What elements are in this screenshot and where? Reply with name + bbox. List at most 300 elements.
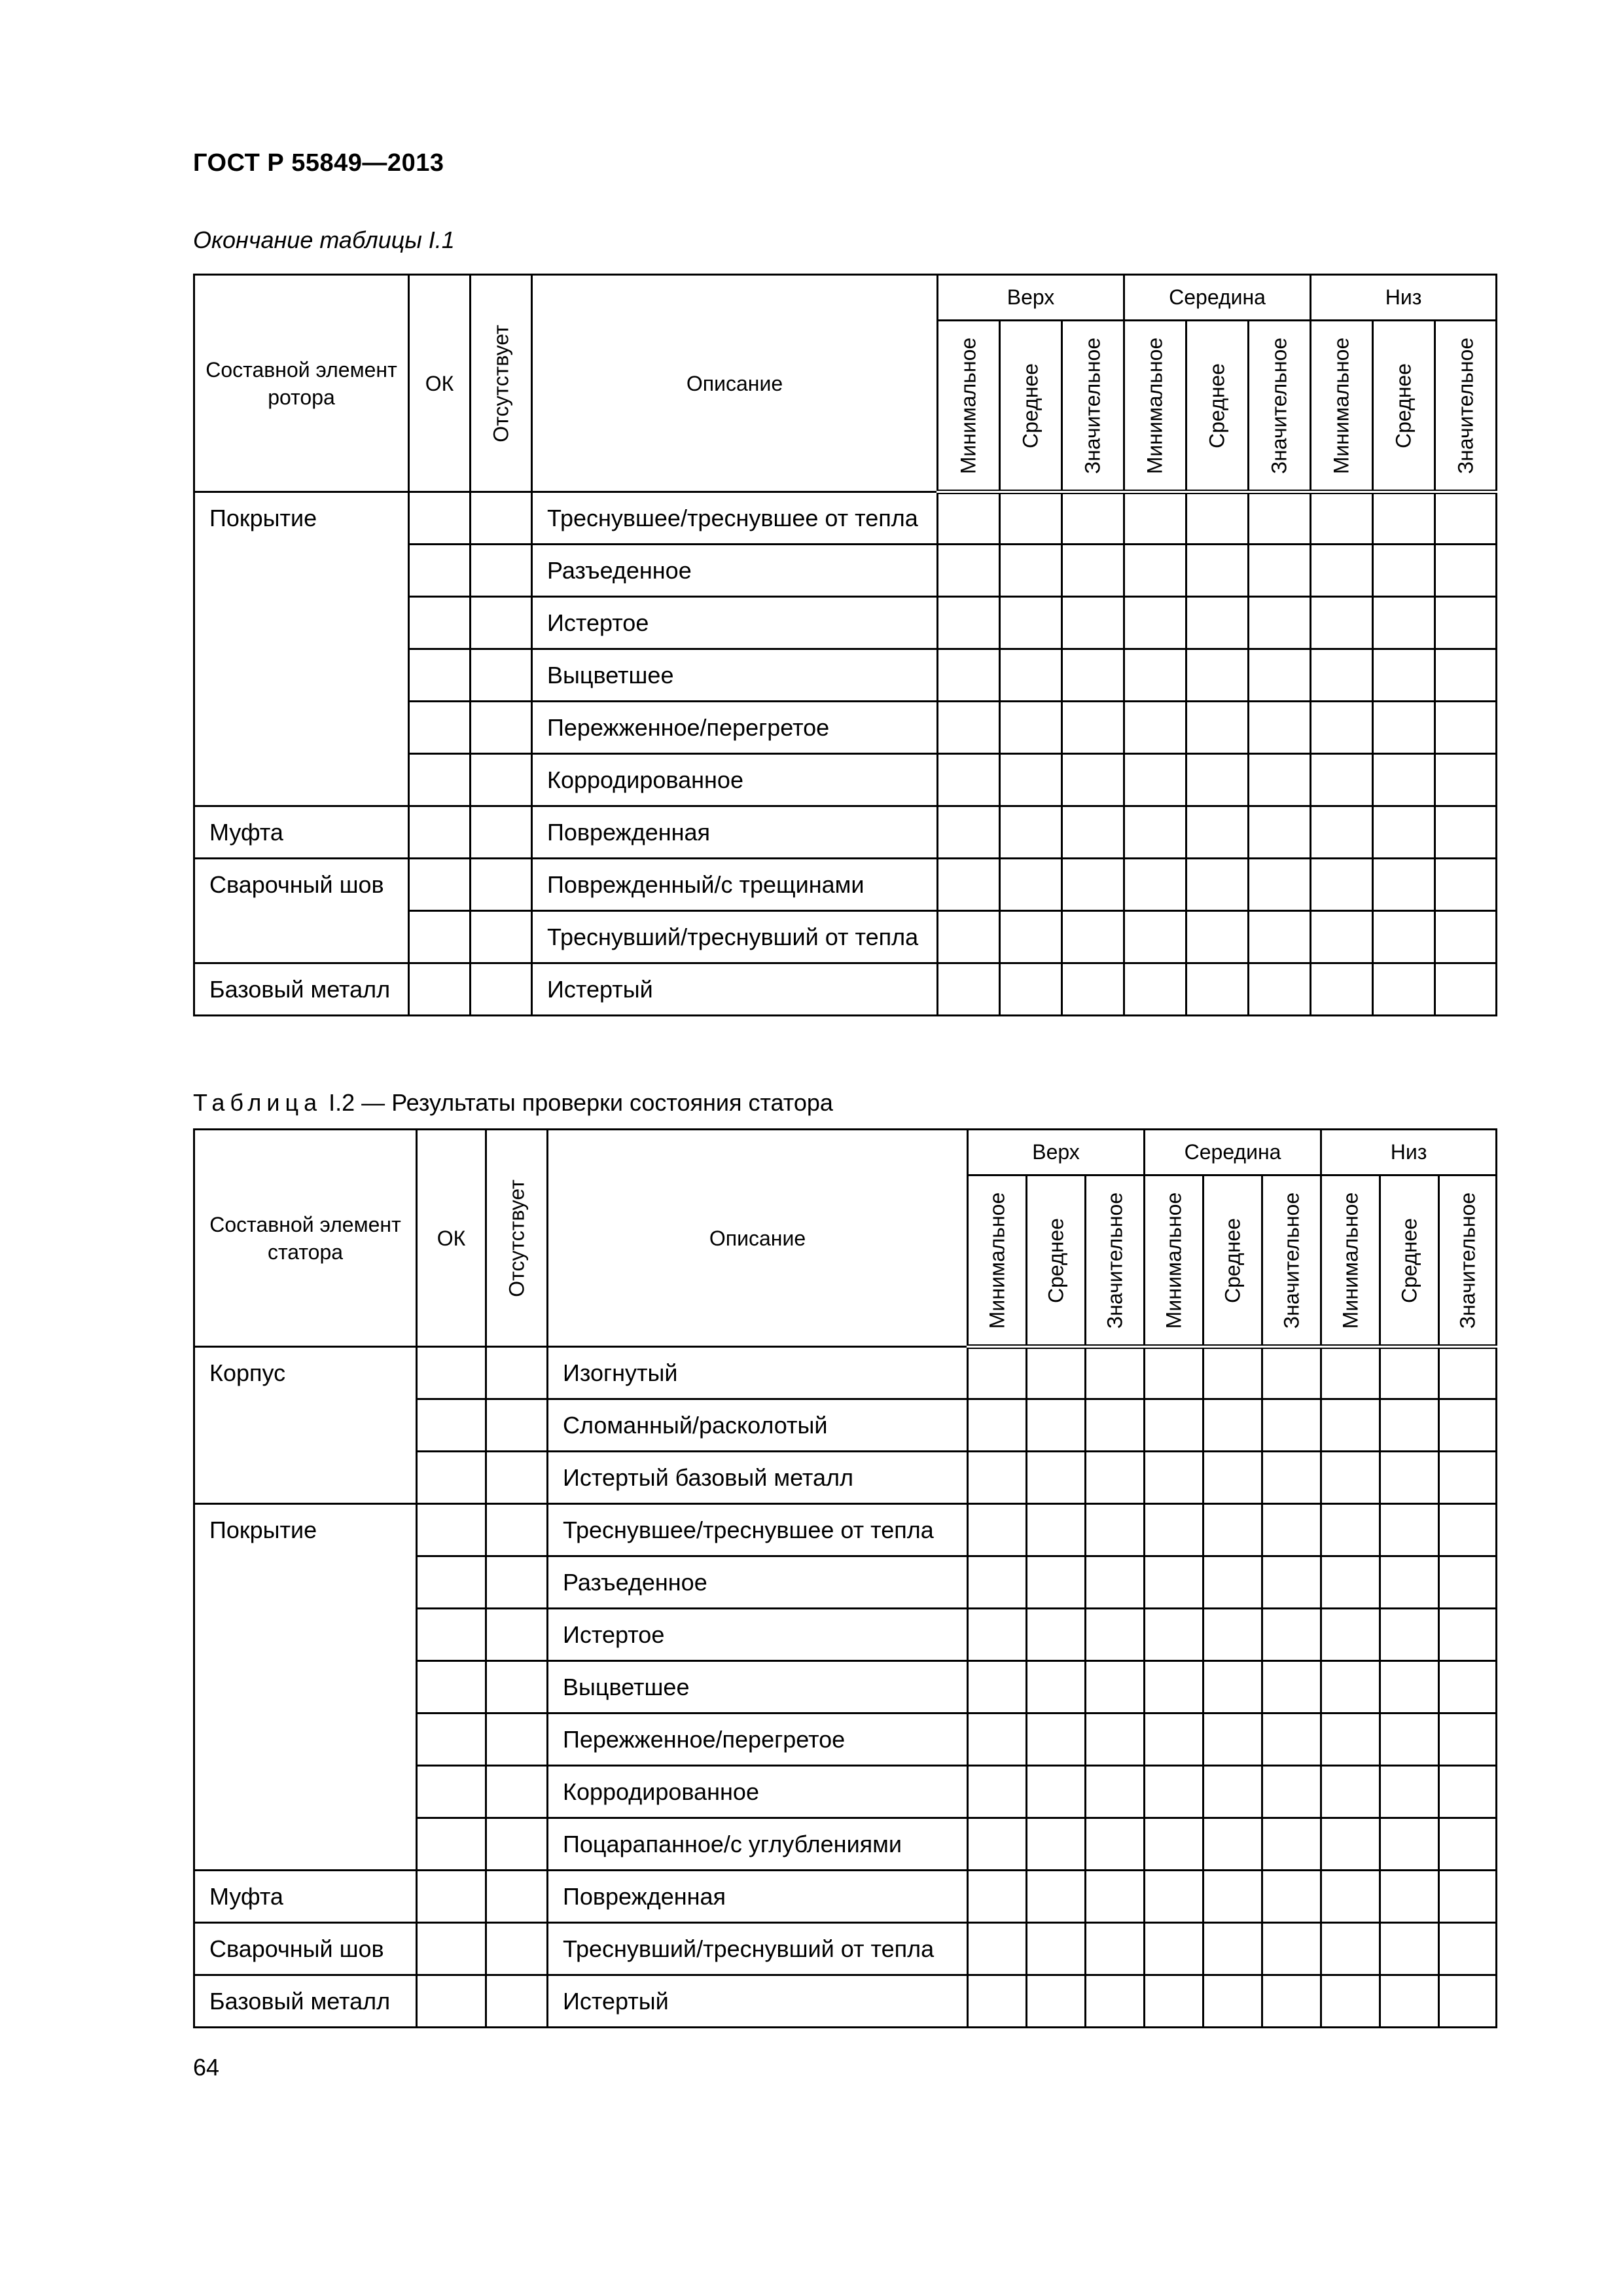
- severity-check-cell[interactable]: [1249, 597, 1311, 649]
- ok-cell[interactable]: [409, 963, 471, 1016]
- absent-cell[interactable]: [486, 1923, 548, 1975]
- table-row: [194, 806, 1497, 859]
- level-header: Минимальное: [1311, 321, 1373, 492]
- severity-check-cell[interactable]: [1262, 1766, 1321, 1818]
- severity-check-cell[interactable]: [1249, 492, 1311, 545]
- severity-check-cell[interactable]: [1262, 1975, 1321, 2028]
- severity-check-cell[interactable]: [1262, 1452, 1321, 1504]
- severity-check-cell[interactable]: [1380, 1766, 1439, 1818]
- severity-check-cell[interactable]: [1249, 963, 1311, 1016]
- severity-check-cell[interactable]: [1086, 1923, 1145, 1975]
- absent-cell[interactable]: [486, 1504, 548, 1556]
- severity-check-cell[interactable]: [1086, 1661, 1145, 1713]
- severity-check-cell[interactable]: [1435, 806, 1497, 859]
- severity-check-cell[interactable]: [1439, 1399, 1497, 1452]
- severity-check-cell[interactable]: [1000, 911, 1062, 963]
- component-element-cell: Базовый металл: [194, 963, 409, 1016]
- severity-check-cell[interactable]: [1311, 702, 1373, 754]
- description-cell: Корродированное: [532, 754, 938, 806]
- severity-check-cell[interactable]: [1373, 806, 1435, 859]
- severity-check-cell[interactable]: [1439, 1713, 1497, 1766]
- severity-check-cell[interactable]: [1249, 806, 1311, 859]
- description-cell: Пережженное/перегретое: [548, 1713, 968, 1766]
- severity-check-cell[interactable]: [1373, 597, 1435, 649]
- severity-check-cell[interactable]: [1124, 754, 1186, 806]
- severity-check-cell[interactable]: [1086, 1975, 1145, 2028]
- severity-check-cell[interactable]: [1311, 597, 1373, 649]
- stator-inspection-table: [193, 1128, 1497, 2028]
- severity-check-cell[interactable]: [1439, 1609, 1497, 1661]
- severity-check-cell[interactable]: [968, 1923, 1027, 1975]
- severity-check-cell[interactable]: [1204, 1713, 1262, 1766]
- component-element-cell: Корпус: [194, 1347, 417, 1504]
- component-element-cell: Сварочный шов: [194, 1923, 417, 1975]
- severity-check-cell[interactable]: [1186, 806, 1249, 859]
- severity-check-cell[interactable]: [1435, 597, 1497, 649]
- severity-check-cell[interactable]: [1262, 1713, 1321, 1766]
- ok-cell[interactable]: [417, 1556, 486, 1609]
- severity-check-cell[interactable]: [1311, 963, 1373, 1016]
- ok-cell[interactable]: [417, 1923, 486, 1975]
- severity-check-cell[interactable]: [1124, 545, 1186, 597]
- severity-check-cell[interactable]: [1380, 1923, 1439, 1975]
- absent-cell[interactable]: [471, 545, 532, 597]
- severity-check-cell[interactable]: [1145, 1661, 1204, 1713]
- description-cell: Треснувший/треснувший от тепла: [548, 1923, 968, 1975]
- severity-check-cell[interactable]: [1380, 1556, 1439, 1609]
- severity-check-cell[interactable]: [1086, 1766, 1145, 1818]
- severity-check-cell[interactable]: [1435, 702, 1497, 754]
- severity-check-cell[interactable]: [1062, 911, 1124, 963]
- ok-cell[interactable]: [409, 597, 471, 649]
- severity-check-cell[interactable]: [1062, 545, 1124, 597]
- severity-check-cell[interactable]: [1145, 1713, 1204, 1766]
- severity-check-cell[interactable]: [1000, 492, 1062, 545]
- ok-cell[interactable]: [417, 1766, 486, 1818]
- severity-check-cell[interactable]: [968, 1871, 1027, 1923]
- severity-check-cell[interactable]: [1204, 1399, 1262, 1452]
- ok-cell[interactable]: [409, 545, 471, 597]
- absent-cell[interactable]: [486, 1609, 548, 1661]
- severity-check-cell[interactable]: [1321, 1609, 1380, 1661]
- element-header: Составной элемент статора: [194, 1130, 417, 1347]
- severity-check-cell[interactable]: [1262, 1399, 1321, 1452]
- severity-check-cell[interactable]: [1086, 1556, 1145, 1609]
- page-number: 64: [193, 2054, 220, 2081]
- severity-check-cell[interactable]: [1145, 1923, 1204, 1975]
- severity-check-cell[interactable]: [1435, 545, 1497, 597]
- severity-check-cell[interactable]: [968, 1347, 1027, 1399]
- severity-check-cell[interactable]: [1249, 859, 1311, 911]
- ok-cell[interactable]: [417, 1347, 486, 1399]
- absent-cell[interactable]: [486, 1452, 548, 1504]
- ok-cell[interactable]: [409, 859, 471, 911]
- severity-check-cell[interactable]: [1262, 1556, 1321, 1609]
- severity-check-cell[interactable]: [1000, 806, 1062, 859]
- severity-check-cell[interactable]: [1145, 1347, 1204, 1399]
- severity-check-cell[interactable]: [1373, 702, 1435, 754]
- severity-check-cell[interactable]: [1027, 1556, 1086, 1609]
- component-element-cell: Сварочный шов: [194, 859, 409, 963]
- severity-check-cell[interactable]: [1145, 1609, 1204, 1661]
- severity-check-cell[interactable]: [1435, 911, 1497, 963]
- severity-check-cell[interactable]: [1435, 492, 1497, 545]
- severity-check-cell[interactable]: [1186, 492, 1249, 545]
- absent-cell[interactable]: [471, 597, 532, 649]
- ok-cell[interactable]: [417, 1818, 486, 1871]
- severity-check-cell[interactable]: [1027, 1766, 1086, 1818]
- severity-check-cell[interactable]: [1000, 754, 1062, 806]
- severity-check-cell[interactable]: [938, 754, 1000, 806]
- severity-check-cell[interactable]: [1311, 492, 1373, 545]
- severity-check-cell[interactable]: [1380, 1871, 1439, 1923]
- severity-check-cell[interactable]: [1124, 702, 1186, 754]
- severity-check-cell[interactable]: [938, 597, 1000, 649]
- severity-check-cell[interactable]: [1311, 806, 1373, 859]
- description-cell: Разъеденное: [532, 545, 938, 597]
- severity-check-cell[interactable]: [938, 545, 1000, 597]
- severity-check-cell[interactable]: [1062, 859, 1124, 911]
- absent-cell[interactable]: [471, 702, 532, 754]
- absent-cell[interactable]: [471, 754, 532, 806]
- severity-check-cell[interactable]: [1027, 1504, 1086, 1556]
- description-cell: Разъеденное: [548, 1556, 968, 1609]
- severity-check-cell[interactable]: [1000, 545, 1062, 597]
- severity-check-cell[interactable]: [1204, 1504, 1262, 1556]
- severity-check-cell[interactable]: [1186, 597, 1249, 649]
- table-row: [194, 1975, 1497, 2028]
- ok-cell[interactable]: [417, 1609, 486, 1661]
- level-header: Значительное: [1062, 321, 1124, 492]
- severity-check-cell[interactable]: [968, 1766, 1027, 1818]
- severity-check-cell[interactable]: [1204, 1818, 1262, 1871]
- level-header: Минимальное: [938, 321, 1000, 492]
- level-header: Среднее: [1380, 1175, 1439, 1347]
- component-element-cell: Муфта: [194, 806, 409, 859]
- ok-cell[interactable]: [417, 1452, 486, 1504]
- severity-check-cell[interactable]: [1027, 1818, 1086, 1871]
- severity-check-cell[interactable]: [1186, 911, 1249, 963]
- severity-check-cell[interactable]: [1373, 859, 1435, 911]
- severity-check-cell[interactable]: [1321, 1399, 1380, 1452]
- severity-check-cell[interactable]: [1027, 1975, 1086, 2028]
- severity-check-cell[interactable]: [938, 702, 1000, 754]
- description-cell: Истертый: [532, 963, 938, 1016]
- severity-check-cell[interactable]: [1204, 1556, 1262, 1609]
- component-element-cell: Базовый металл: [194, 1975, 417, 2028]
- absent-cell[interactable]: [486, 1347, 548, 1399]
- component-element-cell: Муфта: [194, 1871, 417, 1923]
- severity-check-cell[interactable]: [1439, 1504, 1497, 1556]
- severity-check-cell[interactable]: [1000, 702, 1062, 754]
- absent-cell[interactable]: [486, 1556, 548, 1609]
- severity-check-cell[interactable]: [968, 1504, 1027, 1556]
- table-row: [194, 963, 1497, 1016]
- severity-check-cell[interactable]: [1262, 1504, 1321, 1556]
- ok-cell[interactable]: [417, 1504, 486, 1556]
- component-element-cell: Покрытие: [194, 1504, 417, 1871]
- severity-check-cell[interactable]: [1086, 1713, 1145, 1766]
- severity-check-cell[interactable]: [968, 1713, 1027, 1766]
- group-header-bottom: Низ: [1311, 275, 1497, 321]
- severity-check-cell[interactable]: [1027, 1923, 1086, 1975]
- severity-check-cell[interactable]: [1373, 963, 1435, 1016]
- severity-check-cell[interactable]: [1204, 1661, 1262, 1713]
- severity-check-cell[interactable]: [1086, 1609, 1145, 1661]
- level-header: Минимальное: [1124, 321, 1186, 492]
- severity-check-cell[interactable]: [1249, 702, 1311, 754]
- absent-cell[interactable]: [471, 859, 532, 911]
- severity-check-cell[interactable]: [1380, 1975, 1439, 2028]
- ok-cell[interactable]: [409, 806, 471, 859]
- absent-cell[interactable]: [486, 1871, 548, 1923]
- severity-check-cell[interactable]: [1204, 1923, 1262, 1975]
- severity-check-cell[interactable]: [1145, 1556, 1204, 1609]
- severity-check-cell[interactable]: [1321, 1556, 1380, 1609]
- severity-check-cell[interactable]: [1321, 1975, 1380, 2028]
- severity-check-cell[interactable]: [1086, 1452, 1145, 1504]
- severity-check-cell[interactable]: [1435, 963, 1497, 1016]
- severity-check-cell[interactable]: [1311, 911, 1373, 963]
- severity-check-cell[interactable]: [1186, 754, 1249, 806]
- severity-check-cell[interactable]: [1062, 597, 1124, 649]
- severity-check-cell[interactable]: [1086, 1818, 1145, 1871]
- severity-check-cell[interactable]: [1186, 545, 1249, 597]
- severity-check-cell[interactable]: [1321, 1347, 1380, 1399]
- description-cell: Истертый базовый металл: [548, 1452, 968, 1504]
- severity-check-cell[interactable]: [1439, 1766, 1497, 1818]
- severity-check-cell[interactable]: [1000, 963, 1062, 1016]
- group-header-middle: Середина: [1124, 275, 1311, 321]
- severity-check-cell[interactable]: [1321, 1923, 1380, 1975]
- severity-check-cell[interactable]: [1027, 1609, 1086, 1661]
- severity-check-cell[interactable]: [1145, 1975, 1204, 2028]
- severity-check-cell[interactable]: [1439, 1661, 1497, 1713]
- severity-check-cell[interactable]: [1000, 597, 1062, 649]
- severity-check-cell[interactable]: [1204, 1609, 1262, 1661]
- severity-check-cell[interactable]: [1439, 1556, 1497, 1609]
- severity-check-cell[interactable]: [1086, 1504, 1145, 1556]
- severity-check-cell[interactable]: [938, 806, 1000, 859]
- severity-check-cell[interactable]: [1027, 1347, 1086, 1399]
- ok-cell[interactable]: [409, 911, 471, 963]
- ok-cell[interactable]: [409, 754, 471, 806]
- severity-check-cell[interactable]: [968, 1975, 1027, 2028]
- severity-check-cell[interactable]: [968, 1818, 1027, 1871]
- severity-check-cell[interactable]: [1321, 1766, 1380, 1818]
- absent-cell[interactable]: [486, 1713, 548, 1766]
- severity-check-cell[interactable]: [1262, 1923, 1321, 1975]
- severity-check-cell[interactable]: [1186, 702, 1249, 754]
- description-cell: Истертое: [548, 1609, 968, 1661]
- description-header: Описание: [532, 275, 938, 492]
- severity-check-cell[interactable]: [1262, 1818, 1321, 1871]
- severity-check-cell[interactable]: [1027, 1399, 1086, 1452]
- severity-check-cell[interactable]: [1062, 702, 1124, 754]
- severity-check-cell[interactable]: [1062, 754, 1124, 806]
- ok-cell[interactable]: [409, 702, 471, 754]
- severity-check-cell[interactable]: [1311, 649, 1373, 702]
- severity-check-cell[interactable]: [968, 1556, 1027, 1609]
- severity-check-cell[interactable]: [1086, 1871, 1145, 1923]
- severity-check-cell[interactable]: [1311, 754, 1373, 806]
- severity-check-cell[interactable]: [1262, 1661, 1321, 1713]
- ok-cell[interactable]: [417, 1975, 486, 2028]
- severity-check-cell[interactable]: [1145, 1504, 1204, 1556]
- level-header: Значительное: [1249, 321, 1311, 492]
- severity-check-cell[interactable]: [1062, 649, 1124, 702]
- severity-check-cell[interactable]: [1204, 1347, 1262, 1399]
- component-element-cell: Покрытие: [194, 492, 409, 806]
- absent-cell[interactable]: [486, 1766, 548, 1818]
- severity-check-cell[interactable]: [1321, 1818, 1380, 1871]
- absent-header: Отсутствует: [471, 275, 532, 492]
- severity-check-cell[interactable]: [1124, 859, 1186, 911]
- group-header-top: Верх: [968, 1130, 1145, 1175]
- severity-check-cell[interactable]: [1186, 963, 1249, 1016]
- severity-check-cell[interactable]: [1204, 1452, 1262, 1504]
- severity-check-cell[interactable]: [1321, 1661, 1380, 1713]
- description-cell: Пережженное/перегретое: [532, 702, 938, 754]
- severity-check-cell[interactable]: [1321, 1713, 1380, 1766]
- severity-check-cell[interactable]: [1373, 754, 1435, 806]
- absent-cell[interactable]: [486, 1818, 548, 1871]
- absent-cell[interactable]: [471, 806, 532, 859]
- severity-check-cell[interactable]: [1145, 1871, 1204, 1923]
- severity-check-cell[interactable]: [1380, 1399, 1439, 1452]
- table1-body: [194, 492, 1497, 1016]
- severity-check-cell[interactable]: [1435, 754, 1497, 806]
- severity-check-cell[interactable]: [1380, 1609, 1439, 1661]
- severity-check-cell[interactable]: [1262, 1609, 1321, 1661]
- level-header: Среднее: [1204, 1175, 1262, 1347]
- severity-check-cell[interactable]: [1311, 545, 1373, 597]
- absent-cell[interactable]: [486, 1399, 548, 1452]
- absent-cell[interactable]: [471, 911, 532, 963]
- ok-cell[interactable]: [417, 1661, 486, 1713]
- severity-check-cell[interactable]: [938, 963, 1000, 1016]
- severity-check-cell[interactable]: [968, 1399, 1027, 1452]
- severity-check-cell[interactable]: [1027, 1713, 1086, 1766]
- ok-cell[interactable]: [409, 492, 471, 545]
- severity-check-cell[interactable]: [938, 649, 1000, 702]
- severity-check-cell[interactable]: [1062, 806, 1124, 859]
- severity-check-cell[interactable]: [1000, 649, 1062, 702]
- severity-check-cell[interactable]: [1380, 1818, 1439, 1871]
- severity-check-cell[interactable]: [1249, 911, 1311, 963]
- absent-cell[interactable]: [486, 1661, 548, 1713]
- level-header: Значительное: [1262, 1175, 1321, 1347]
- ok-cell[interactable]: [417, 1871, 486, 1923]
- severity-check-cell[interactable]: [1373, 911, 1435, 963]
- severity-check-cell[interactable]: [968, 1452, 1027, 1504]
- severity-check-cell[interactable]: [1062, 963, 1124, 1016]
- severity-check-cell[interactable]: [1186, 859, 1249, 911]
- severity-check-cell[interactable]: [1145, 1452, 1204, 1504]
- severity-check-cell[interactable]: [1321, 1452, 1380, 1504]
- severity-check-cell[interactable]: [1321, 1871, 1380, 1923]
- severity-check-cell[interactable]: [1027, 1661, 1086, 1713]
- description-header: Описание: [548, 1130, 968, 1347]
- severity-check-cell[interactable]: [1373, 649, 1435, 702]
- severity-check-cell[interactable]: [1124, 963, 1186, 1016]
- severity-check-cell[interactable]: [1062, 492, 1124, 545]
- severity-check-cell[interactable]: [1000, 859, 1062, 911]
- severity-check-cell[interactable]: [1124, 649, 1186, 702]
- severity-check-cell[interactable]: [1249, 545, 1311, 597]
- severity-check-cell[interactable]: [938, 492, 1000, 545]
- severity-check-cell[interactable]: [938, 911, 1000, 963]
- severity-check-cell[interactable]: [1124, 806, 1186, 859]
- severity-check-cell[interactable]: [1380, 1661, 1439, 1713]
- severity-check-cell[interactable]: [1439, 1347, 1497, 1399]
- document-code: ГОСТ Р 55849—2013: [193, 149, 444, 177]
- severity-check-cell[interactable]: [1204, 1871, 1262, 1923]
- absent-cell[interactable]: [471, 492, 532, 545]
- absent-cell[interactable]: [486, 1975, 548, 2028]
- severity-check-cell[interactable]: [1380, 1504, 1439, 1556]
- severity-check-cell[interactable]: [1439, 1818, 1497, 1871]
- ok-cell[interactable]: [417, 1399, 486, 1452]
- severity-check-cell[interactable]: [1249, 754, 1311, 806]
- severity-check-cell[interactable]: [1124, 911, 1186, 963]
- severity-check-cell[interactable]: [1380, 1713, 1439, 1766]
- severity-check-cell[interactable]: [1027, 1871, 1086, 1923]
- severity-check-cell[interactable]: [1380, 1347, 1439, 1399]
- severity-check-cell[interactable]: [1321, 1504, 1380, 1556]
- description-cell: Треснувшее/треснувшее от тепла: [548, 1504, 968, 1556]
- absent-cell[interactable]: [471, 963, 532, 1016]
- severity-check-cell[interactable]: [1186, 649, 1249, 702]
- severity-check-cell[interactable]: [1027, 1452, 1086, 1504]
- severity-check-cell[interactable]: [1439, 1975, 1497, 2028]
- severity-check-cell[interactable]: [1145, 1766, 1204, 1818]
- severity-check-cell[interactable]: [1373, 545, 1435, 597]
- severity-check-cell[interactable]: [938, 859, 1000, 911]
- severity-check-cell[interactable]: [1204, 1975, 1262, 2028]
- severity-check-cell[interactable]: [968, 1609, 1027, 1661]
- severity-check-cell[interactable]: [1439, 1923, 1497, 1975]
- ok-cell[interactable]: [409, 649, 471, 702]
- severity-check-cell[interactable]: [1204, 1766, 1262, 1818]
- severity-check-cell[interactable]: [1262, 1871, 1321, 1923]
- description-cell: Поврежденный/с трещинами: [532, 859, 938, 911]
- description-cell: Выцветшее: [532, 649, 938, 702]
- absent-cell[interactable]: [471, 649, 532, 702]
- severity-check-cell[interactable]: [1086, 1399, 1145, 1452]
- severity-check-cell[interactable]: [1439, 1452, 1497, 1504]
- severity-check-cell[interactable]: [1435, 649, 1497, 702]
- severity-check-cell[interactable]: [1145, 1818, 1204, 1871]
- description-cell: Треснувший/треснувший от тепла: [532, 911, 938, 963]
- rotor-inspection-table: [193, 274, 1497, 1016]
- severity-check-cell[interactable]: [1262, 1347, 1321, 1399]
- severity-check-cell[interactable]: [1086, 1347, 1145, 1399]
- severity-check-cell[interactable]: [1249, 649, 1311, 702]
- severity-check-cell[interactable]: [1145, 1399, 1204, 1452]
- severity-check-cell[interactable]: [1373, 492, 1435, 545]
- severity-check-cell[interactable]: [1311, 859, 1373, 911]
- severity-check-cell[interactable]: [1435, 859, 1497, 911]
- severity-check-cell[interactable]: [1439, 1871, 1497, 1923]
- severity-check-cell[interactable]: [968, 1661, 1027, 1713]
- description-cell: Поврежденная: [548, 1871, 968, 1923]
- severity-check-cell[interactable]: [1124, 492, 1186, 545]
- ok-cell[interactable]: [417, 1713, 486, 1766]
- severity-check-cell[interactable]: [1124, 597, 1186, 649]
- ok-header: ОК: [417, 1130, 486, 1347]
- severity-check-cell[interactable]: [1380, 1452, 1439, 1504]
